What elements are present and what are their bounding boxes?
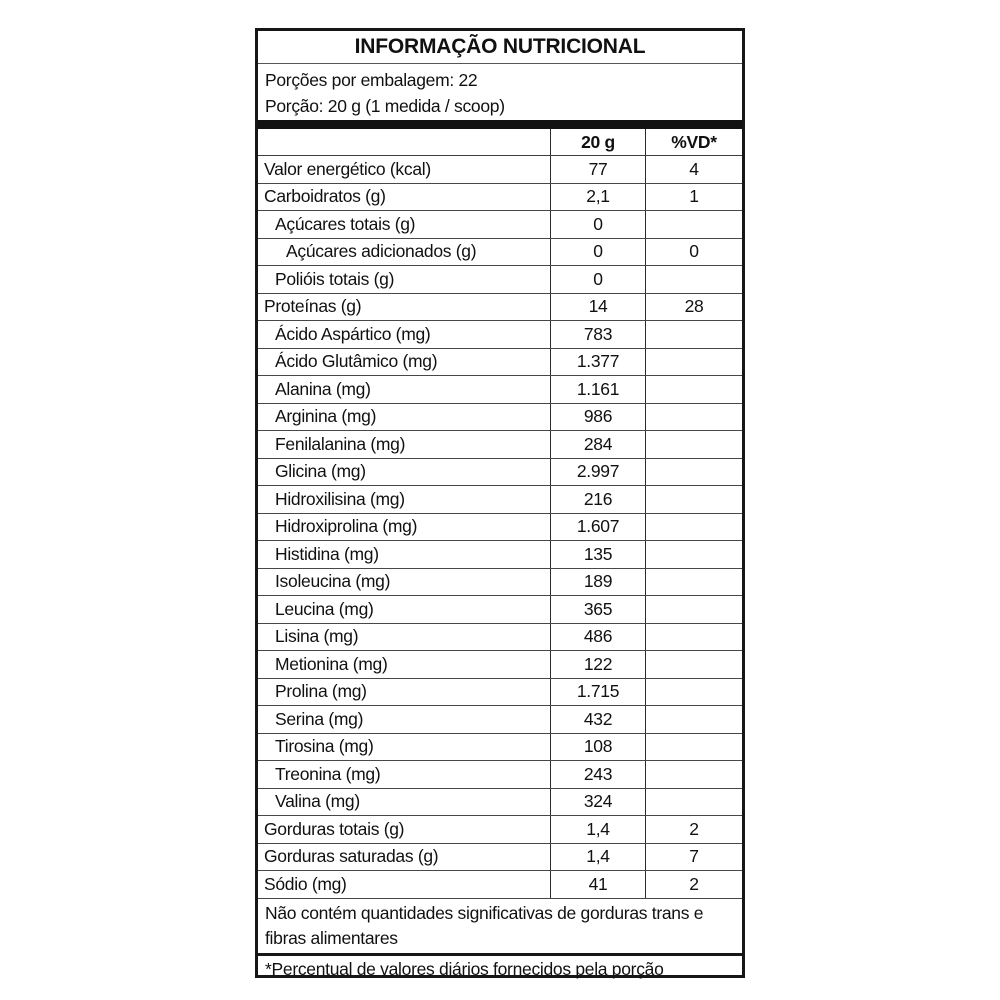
nutrient-dv — [645, 514, 742, 541]
nutrient-name: Hidroxilisina (mg) — [275, 488, 405, 509]
nutrient-amount: 122 — [550, 651, 645, 678]
table-row — [258, 569, 742, 597]
nutrient-dv: 28 — [645, 294, 742, 321]
nutrient-dv — [645, 596, 742, 623]
table-header-row — [258, 129, 742, 156]
daily-value-footnote — [258, 956, 742, 983]
header-nutrient-column — [258, 129, 550, 155]
nutrient-name: Hidroxiprolina (mg) — [275, 516, 418, 537]
nutrient-name: Serina (mg) — [275, 708, 364, 729]
nutrient-dv: 2 — [645, 871, 742, 898]
nutrient-name: Sódio (mg) — [264, 873, 347, 894]
nutrient-dv — [645, 679, 742, 706]
table-row — [258, 266, 742, 294]
table-row — [258, 184, 742, 212]
nutrient-amount: 189 — [550, 569, 645, 596]
nutrient-amount: 108 — [550, 734, 645, 761]
nutrient-amount: 783 — [550, 321, 645, 348]
nutrient-amount: 135 — [550, 541, 645, 568]
nutrient-dv — [645, 431, 742, 458]
nutrient-amount: 1.607 — [550, 514, 645, 541]
nutrient-amount: 1,4 — [550, 816, 645, 843]
table-row — [258, 459, 742, 487]
nutrient-dv: 7 — [645, 844, 742, 871]
nutrient-name: Ácido Aspártico (mg) — [275, 323, 431, 344]
nutrient-name: Fenilalanina (mg) — [275, 433, 406, 454]
table-row — [258, 789, 742, 817]
table-row — [258, 431, 742, 459]
nutrient-name: Carboidratos (g) — [264, 186, 386, 207]
nutrient-dv — [645, 321, 742, 348]
nutrient-amount: 486 — [550, 624, 645, 651]
nutrient-name: Alanina (mg) — [275, 378, 371, 399]
nutrient-amount: 0 — [550, 266, 645, 293]
table-row — [258, 816, 742, 844]
nutrient-dv — [645, 624, 742, 651]
nutrient-amount: 0 — [550, 239, 645, 266]
nutrient-amount: 41 — [550, 871, 645, 898]
nutrient-dv — [645, 211, 742, 238]
table-row — [258, 321, 742, 349]
note-text: Não contém quantidades significativas de gorduras trans e fibras alimentares — [265, 902, 704, 948]
nutrient-name: Gorduras totais (g) — [264, 818, 405, 839]
nutrient-name: Metionina (mg) — [275, 653, 388, 674]
nutrient-name: Polióis totais (g) — [275, 268, 395, 289]
table-row — [258, 624, 742, 652]
nutrient-name: Valina (mg) — [275, 791, 360, 812]
nutrient-dv — [645, 404, 742, 431]
nutrient-name: Glicina (mg) — [275, 461, 366, 482]
table-row — [258, 706, 742, 734]
nutrient-amount: 243 — [550, 761, 645, 788]
nutrient-dv: 4 — [645, 156, 742, 183]
table-row — [258, 596, 742, 624]
nutrient-amount: 324 — [550, 789, 645, 816]
nutrient-name: Histidina (mg) — [275, 543, 379, 564]
nutrient-name: Isoleucina (mg) — [275, 571, 391, 592]
table-row — [258, 294, 742, 322]
table-row — [258, 651, 742, 679]
divider-thick-bar — [258, 120, 742, 129]
table-row — [258, 211, 742, 239]
nutrient-dv — [645, 651, 742, 678]
portion-size: Porção: 20 g (1 medida / scoop) — [265, 96, 505, 116]
nutrient-amount: 1.715 — [550, 679, 645, 706]
nutrient-name: Prolina (mg) — [275, 681, 367, 702]
nutrient-amount: 2.997 — [550, 459, 645, 486]
nutrient-name: Arginina (mg) — [275, 406, 377, 427]
nutrient-dv — [645, 486, 742, 513]
table-row — [258, 541, 742, 569]
nutrient-name: Leucina (mg) — [275, 598, 374, 619]
nutrient-name: Proteínas (g) — [264, 296, 362, 317]
nutrient-name: Açúcares totais (g) — [275, 213, 416, 234]
nutrient-amount: 0 — [550, 211, 645, 238]
insignificant-amounts-note — [258, 899, 742, 953]
nutrient-amount: 14 — [550, 294, 645, 321]
nutrient-name: Valor energético (kcal) — [264, 158, 431, 179]
nutrient-dv — [645, 541, 742, 568]
table-row — [258, 486, 742, 514]
serving-info — [258, 64, 742, 120]
nutrient-dv — [645, 376, 742, 403]
header-amount-column: 20 g — [550, 129, 645, 155]
nutrition-rows — [258, 156, 742, 899]
table-row — [258, 349, 742, 377]
header-dv-column: %VD* — [645, 129, 742, 155]
table-row — [258, 761, 742, 789]
label-header — [258, 31, 742, 64]
table-row — [258, 734, 742, 762]
nutrient-dv — [645, 761, 742, 788]
nutrient-name: Gorduras saturadas (g) — [264, 846, 439, 867]
nutrient-dv — [645, 349, 742, 376]
nutrient-dv — [645, 734, 742, 761]
nutrient-dv — [645, 459, 742, 486]
nutrition-label — [255, 28, 745, 978]
table-row — [258, 679, 742, 707]
nutrient-amount: 432 — [550, 706, 645, 733]
nutrient-amount: 77 — [550, 156, 645, 183]
nutrient-dv — [645, 706, 742, 733]
table-row — [258, 239, 742, 267]
nutrient-amount: 1.161 — [550, 376, 645, 403]
nutrient-dv: 1 — [645, 184, 742, 211]
nutrient-amount: 986 — [550, 404, 645, 431]
nutrient-amount: 1.377 — [550, 349, 645, 376]
servings-per-package: Porções por embalagem: 22 — [265, 70, 478, 90]
nutrient-name: Ácido Glutâmico (mg) — [275, 351, 438, 372]
nutrient-dv — [645, 569, 742, 596]
nutrient-name: Tirosina (mg) — [275, 736, 374, 757]
nutrient-dv: 0 — [645, 239, 742, 266]
table-row — [258, 156, 742, 184]
nutrient-name: Açúcares adicionados (g) — [286, 241, 477, 262]
nutrient-amount: 2,1 — [550, 184, 645, 211]
table-row — [258, 871, 742, 899]
nutrient-amount: 216 — [550, 486, 645, 513]
nutrient-amount: 1,4 — [550, 844, 645, 871]
table-row — [258, 844, 742, 872]
table-row — [258, 376, 742, 404]
nutrient-name: Treonina (mg) — [275, 763, 381, 784]
nutrient-dv — [645, 266, 742, 293]
nutrient-name: Lisina (mg) — [275, 626, 359, 647]
nutrient-amount: 365 — [550, 596, 645, 623]
table-row — [258, 514, 742, 542]
nutrient-amount: 284 — [550, 431, 645, 458]
table-row — [258, 404, 742, 432]
nutrient-dv: 2 — [645, 816, 742, 843]
label-title: INFORMAÇÃO NUTRICIONAL — [354, 35, 646, 58]
footnote-text: *Percentual de valores diários fornecidos pela porção — [265, 958, 664, 979]
nutrient-dv — [645, 789, 742, 816]
